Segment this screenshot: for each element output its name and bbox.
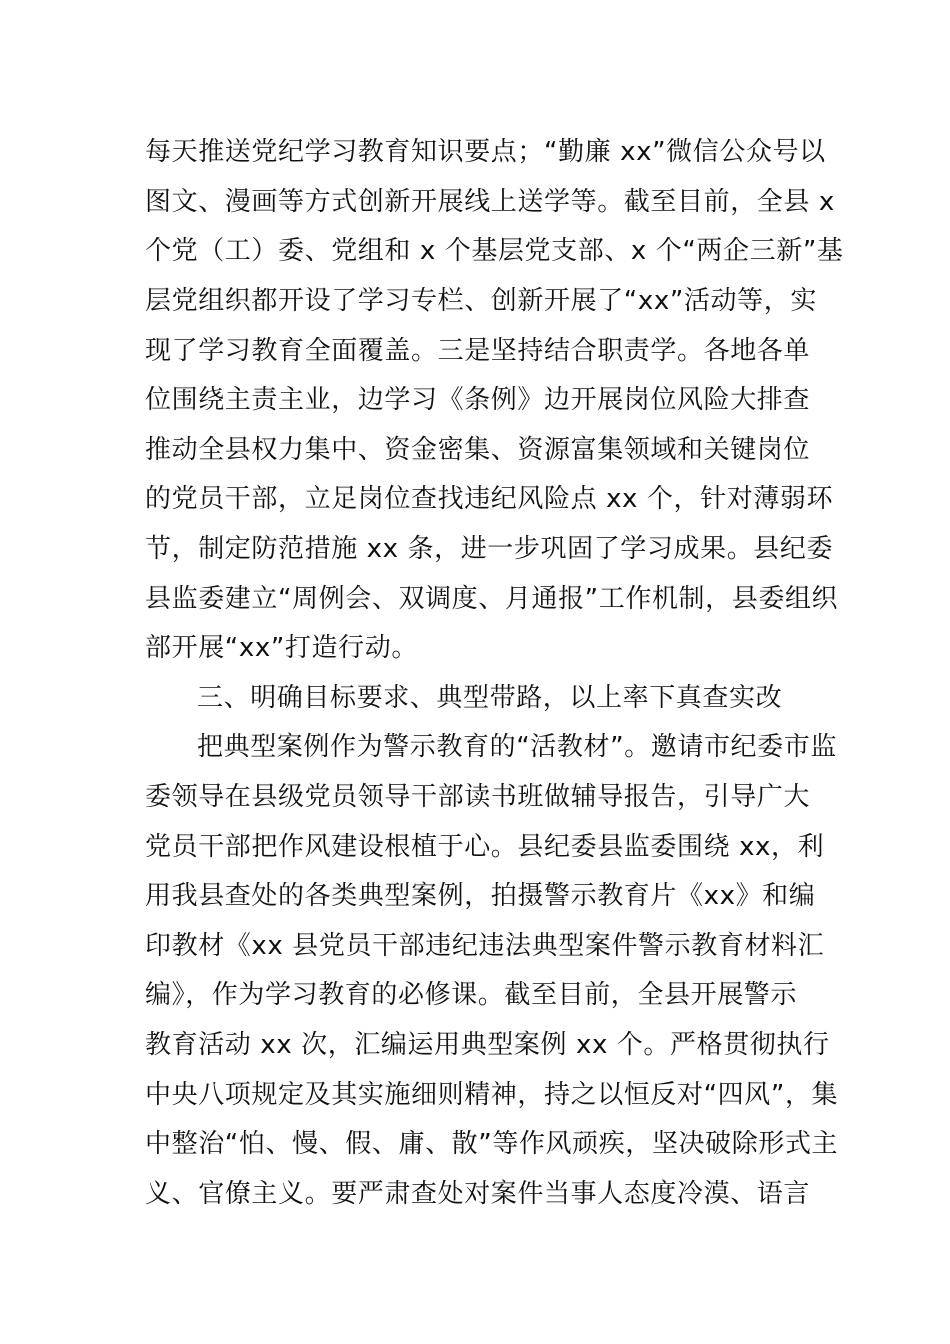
text-line: 现了学习教育全面覆盖。三是坚持结合职责学。各地各单: [145, 336, 811, 366]
text-line: 中央八项规定及其实施细则精神，持之以恒反对“四风”，集: [145, 1080, 839, 1110]
text-line: 每天推送党纪学习教育知识要点；“勤廉 xx”微信公众号以: [145, 137, 826, 167]
text-line: 个党（工）委、党组和 x 个基层党支部、x 个“两企三新”基: [145, 236, 844, 266]
text-line: 图文、漫画等方式创新开展线上送学等。截至目前，全县 x: [145, 187, 835, 217]
text-line: 委领导在县级党员领导干部读书班做辅导报告，引导广大: [145, 782, 811, 812]
text-line: 党员干部把作风建设根植于心。县纪委县监委围绕 xx，利: [145, 832, 825, 862]
paragraph-start-line: 把典型案例作为警示教育的“活教材”。邀请市纪委市监: [197, 732, 837, 762]
text-line: 的党员干部，立足岗位查找违纪风险点 xx 个，针对薄弱环: [145, 484, 834, 514]
text-line: 中整治“怕、慢、假、庸、散”等作风顽疾，坚决破除形式主: [145, 1129, 839, 1159]
text-line: 用我县查处的各类典型案例，拍摄警示教育片《xx》和编: [145, 881, 816, 911]
text-line: 部开展“xx”打造行动。: [145, 633, 418, 663]
text-line: 编》，作为学习教育的必修课。截至目前，全县开展警示: [145, 980, 798, 1010]
section-heading: 三、明确目标要求、典型带路，以上率下真查实改: [197, 683, 783, 713]
text-line: 印教材《xx 县党员干部违纪违法典型案件警示教育材料汇: [145, 931, 825, 961]
text-line: 节，制定防范措施 xx 条，进一步巩固了学习成果。县纪委: [145, 534, 834, 564]
text-line: 义、官僚主义。要严肃查处对案件当事人态度冷漠、语言: [145, 1179, 811, 1209]
text-line: 推动全县权力集中、资金密集、资源富集领域和关键岗位: [145, 435, 811, 465]
text-line: 层党组织都开设了学习专栏、创新开展了“xx”活动等，实: [145, 286, 817, 316]
text-line: 县监委建立“周例会、双调度、月通报”工作机制，县委组织: [145, 584, 839, 614]
text-line: 教育活动 xx 次，汇编运用典型案例 xx 个。严格贯彻执行: [145, 1030, 830, 1060]
text-line: 位围绕主责主业，边学习《条例》边开展岗位风险大排查: [145, 385, 811, 415]
